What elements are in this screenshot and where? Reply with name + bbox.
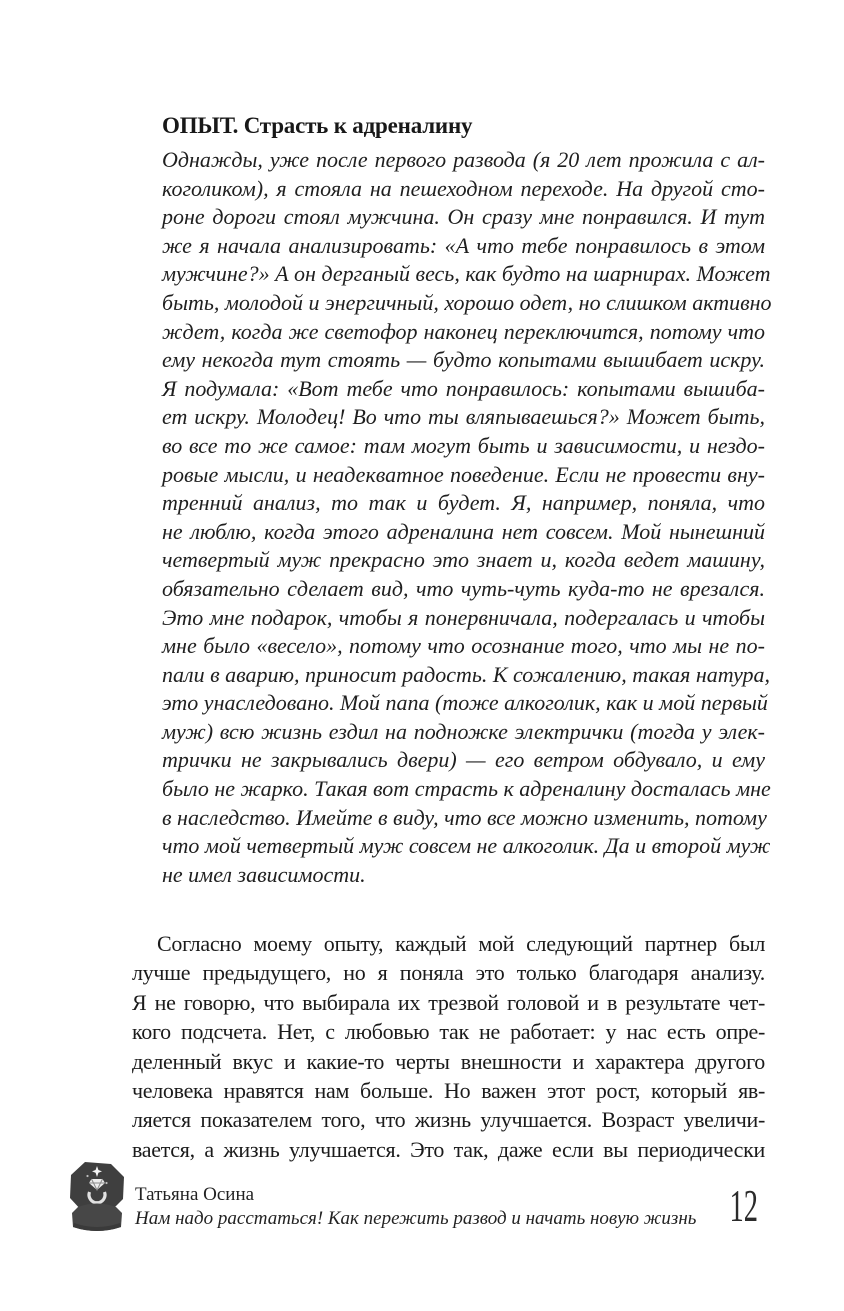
text-line: же я начала анализировать: «А что тебе понравилось в этом (162, 232, 765, 258)
experience-text (162, 146, 772, 889)
text-line: ровые мысли, и неадекватное поведение. Если не провести вну- (162, 461, 765, 487)
text-line: что мой четвертый муж совсем не алкоголик. Да и второй муж (162, 833, 771, 859)
text-line: ждет, когда же светофор наконец переключится, потому что (162, 318, 765, 344)
text-line: в наследство. Имейте в виду, что все можно изменить, потому (162, 804, 767, 830)
text-line: Я не говорю, что выбирала их трезвой головой и в результате чет- (132, 989, 765, 1015)
experience-heading: ОПЫТ. Страсть к адреналину (162, 113, 473, 138)
text-line: ет искру. Молодец! Во что ты вляпываешься?» Может быть, (162, 404, 765, 430)
experience-block (162, 110, 772, 889)
text-line: было не жарко. Такая вот страсть к адреналину досталась мне (162, 776, 771, 802)
text-line: коголиком), я стояла на пешеходном переходе. На другой сто- (162, 175, 765, 201)
text-line: не имел зависимости. (162, 861, 366, 887)
text-line: тренний анализ, то так и будет. Я, например, поняла, что (162, 490, 765, 516)
text-line: ему некогда тут стоять — будто копытами вышибает искру. (162, 347, 765, 373)
text-line: пали в аварию, приносит радость. К сожалению, такая натура, (162, 661, 771, 687)
page-number: 12 (729, 1180, 758, 1231)
text-line: муж) всю жизнь ездил на подножке электрички (тогда у элек- (162, 718, 765, 744)
text-line: лучше предыдущего, но я поняла это только благодаря анализу. (132, 960, 765, 986)
text-line: вается, а жизнь улучшается. Это так, даже если вы периодически (132, 1136, 765, 1162)
text-line: это унаследовано. Мой папа (тоже алкоголик, как и мой первый (162, 690, 768, 716)
text-line: трички не закрывались двери) — его ветром обдувало, и ему (162, 747, 765, 773)
book-title: Нам надо расстаться! Как пережить развод и начать новую жизнь (135, 1208, 697, 1229)
text-line: кого подсчета. Нет, с любовью так не работает: у нас есть опре- (132, 1019, 765, 1045)
text-line: мне было «весело», потому что осознание того, что мы не по- (162, 633, 765, 659)
body-paragraph (132, 929, 765, 1164)
author-name: Татьяна Осина (135, 1184, 255, 1205)
text-line: четвертый муж прекрасно это знает и, когда ведет машину, (162, 547, 765, 573)
text-line: обязательно сделает вид, что чуть-чуть куда-то не врезался. (162, 575, 765, 601)
text-line: ляется показателем того, что жизнь улучшается. Возраст увеличи- (132, 1107, 765, 1133)
text-line: Согласно моему опыту, каждый мой следующий партнер был (157, 931, 765, 956)
text-line: роне дороги стоял мужчина. Он сразу мне понравился. И тут (162, 204, 765, 230)
text-line: Это мне подарок, чтобы я понервничала, подергалась и чтобы (162, 604, 765, 630)
ring-box-icon (68, 1161, 126, 1235)
text-line: во все то же самое: там могут быть и зависимости, и нездо- (162, 432, 765, 458)
text-line: быть, молодой и энергичный, хорошо одет, но слишком активно (162, 289, 772, 315)
text-line: не люблю, когда этого адреналина нет совсем. Мой нынешний (162, 518, 765, 544)
text-line: человека нравятся нам больше. Но важен этот рост, который яв- (132, 1078, 765, 1104)
page-footer (0, 1155, 844, 1255)
text-line: Я подумала: «Вот тебе что понравилось: копытами вышиба- (162, 375, 765, 401)
text-line: деленный вкус и какие-то черты внешности и характера другого (132, 1048, 765, 1074)
book-credits (135, 1183, 696, 1231)
text-line: Однажды, уже после первого развода (я 20 лет прожила с ал- (162, 147, 765, 172)
text-line: мужчине?» А он дерганый весь, как будто на шарнирах. Может (162, 261, 771, 287)
